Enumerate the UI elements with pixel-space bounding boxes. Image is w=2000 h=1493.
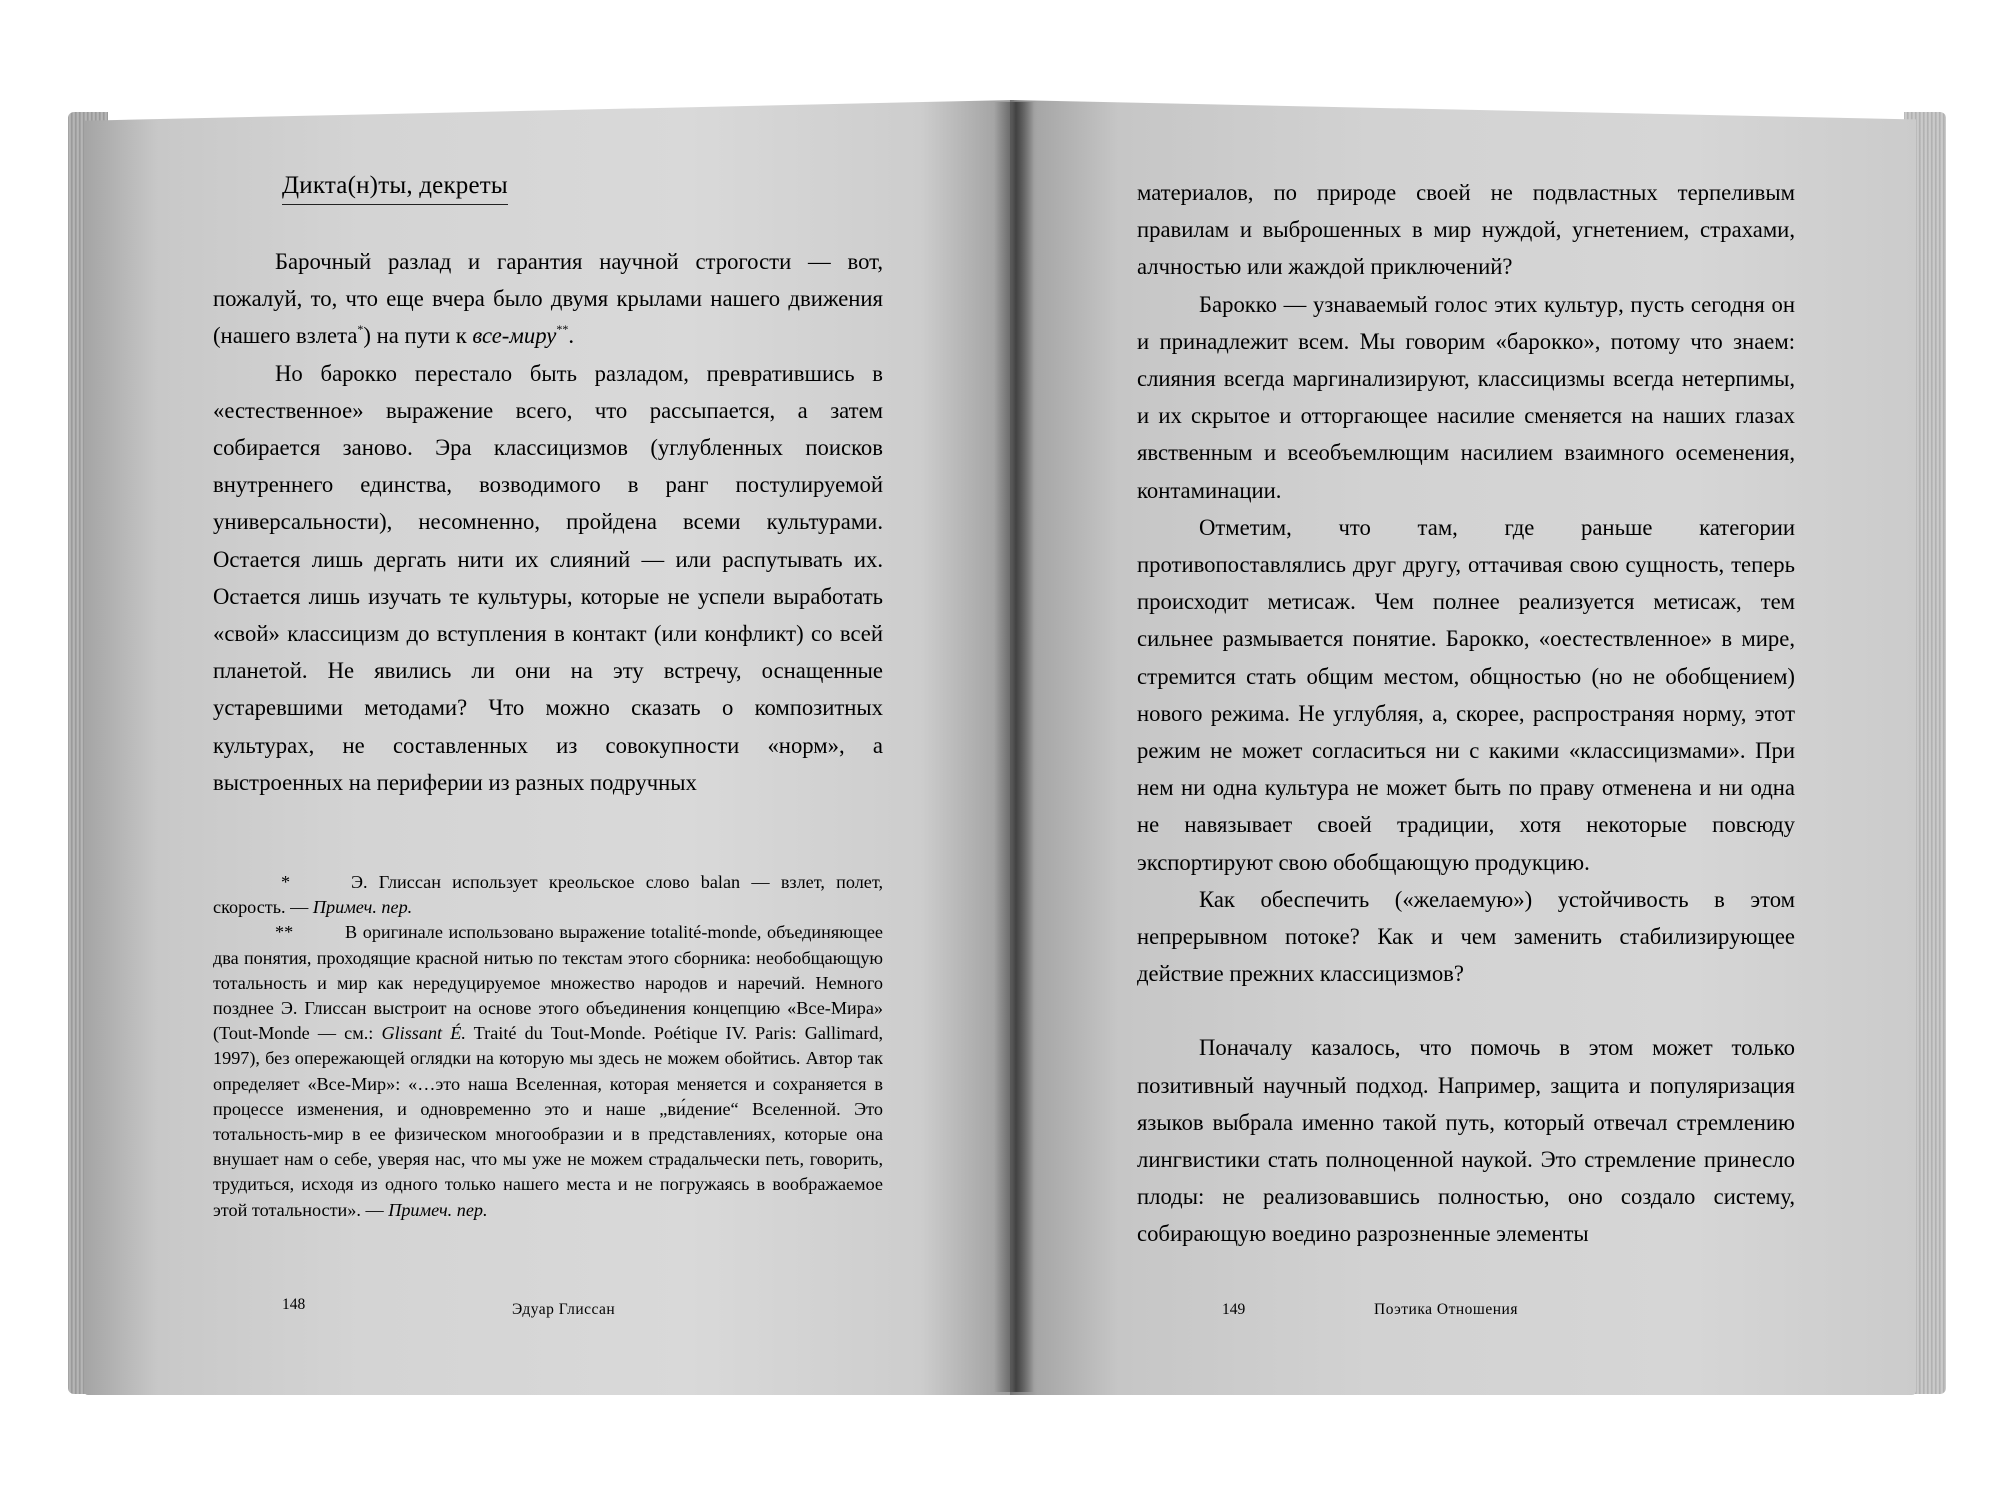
right-paragraph-5: Поначалу казалось, что помочь в этом может только позитивный научный подход. Например, защита и популяризация языков выбрала именно такой путь, который отвечал стремлению лингвистики стать полноценной наукой. Это стремление принесло плоды: не реализовавшись полностью, оно создало систему, собирающую воедино разрозненные элементы [1137,1035,1795,1247]
footer-author: Эдуар Глиссан [512,1301,616,1318]
book-gutter [994,102,1034,1392]
right-paragraph-1: материалов, по природе своей не подвластных терпеливым правилам и выброшенных в мир нуждой, угнетением, страхами, алчностью или жаждой приключений? [1137,180,1795,280]
running-head: Дикта(н)ты, декреты [282,172,508,205]
page-number-right: 149 [1222,1301,1246,1318]
right-paragraph-2: Барокко — узнаваемый голос этих культур, пусть сегодня он и принадлежит всем. Мы говорим «барокко», потому что знаем: слияния всегда маргинализируют, классицизмы всегда нетерпимы, и их скрытое и отторгающее насилие сменяется на наших глазах явственным и всеобъемлющим насилием взаимного осеменения, контаминации. [1137,291,1795,503]
footnote-ref-1: * [357,322,364,337]
footnotes [213,870,883,1223]
page-number-left: 148 [282,1296,306,1313]
footnote-2: ** В оригинале использовано выражение totalité-monde, объединяющее два понятия, проходящие красной нитью по текстам этого сборника: необобщающую тотальность и мир как нередуцируемое множество народов и наречий. Немного позднее Э. Глиссан выстроит на основе этого объединения концепцию «Все-Мира» (Tout-Monde — см.: Glissant É. Traité du Tout-Monde. Poétique IV. Paris: Gallimard, 1997), без опережающей оглядки на которую мы здесь не можем обойтись. Автор так определяет «Все-Мир»: «…это наша Вселенная, которая меняется и сохраняется в процессе изменения, и одновременно это и наше „ви́дение“ Вселенной. Это тотальность-мир в ее физическом многообразии и в представлениях, которые она внушает нам о себе, уверяя нас, что мы уже не можем страдальчески петь, говорить, трудиться, исходя из одного только нашего места и не погружаясь в воображаемое этой тотальности». — Примеч. пер. [213,922,884,1220]
italic-term: все-миру [472,323,557,349]
left-body-text [213,243,883,801]
left-paragraph-1: Барочный разлад и гарантия научной строгости — вот, пожалуй, то, что еще вчера было двумя крылами нашего движения (нашего взлета*) на пути к все-миру**. [213,249,883,349]
left-paragraph-2: Но барокко перестало быть разладом, превратившись в «естественное» выражение всего, что рассыпается, а затем собирается заново. Эра классицизмов (углубленных поисков внутреннего единства, возводимого в ранг постулируемой универсальности), несомненно, пройдена всеми культурами. Остается лишь дергать нити их слияний — или распутывать их. Остается лишь изучать те культуры, которые не успели выработать «свой» классицизм до вступления в контакт (или конфликт) со всей планетой. Не явились ли они на эту встречу, оснащенные устаревшими методами? Что можно сказать о композитных культурах, не составленных из совокупности «норм», а выстроенных на периферии из разных подручных [213,360,883,795]
right-body-text [1137,174,1795,1253]
right-paragraph-3: Отметим, что там, где раньше категории противопоставлялись друг другу, оттачивая свою сущность, теперь происходит метисаж. Чем полнее реализуется метисаж, тем сильнее размывается понятие. Барокко, «оестествленное» в мире, стремится стать общим местом, общностью (но не обобщением) нового режима. Не углубляя, а, скорее, распространяя норму, этот режим не может согласиться ни с какими «классицизмами». При нем ни одна культура не может быть по праву отменена и ни одна не навязывает своей традиции, хотя некоторые повсюду экспортируют свою обобщающую продукцию. [1137,514,1795,875]
footnote-ref-2: ** [556,322,569,337]
footnote-1: * Э. Глиссан использует креольское слово balan — взлет, полет, скорость. — Примеч. пер. [213,872,883,918]
footer-title: Поэтика Отношения [1374,1301,1518,1318]
right-paragraph-4: Как обеспечить («желаемую») устойчивость в этом непрерывном потоке? Как и чем заменить стабилизирующее действие прежних классицизмов? [1137,886,1795,987]
